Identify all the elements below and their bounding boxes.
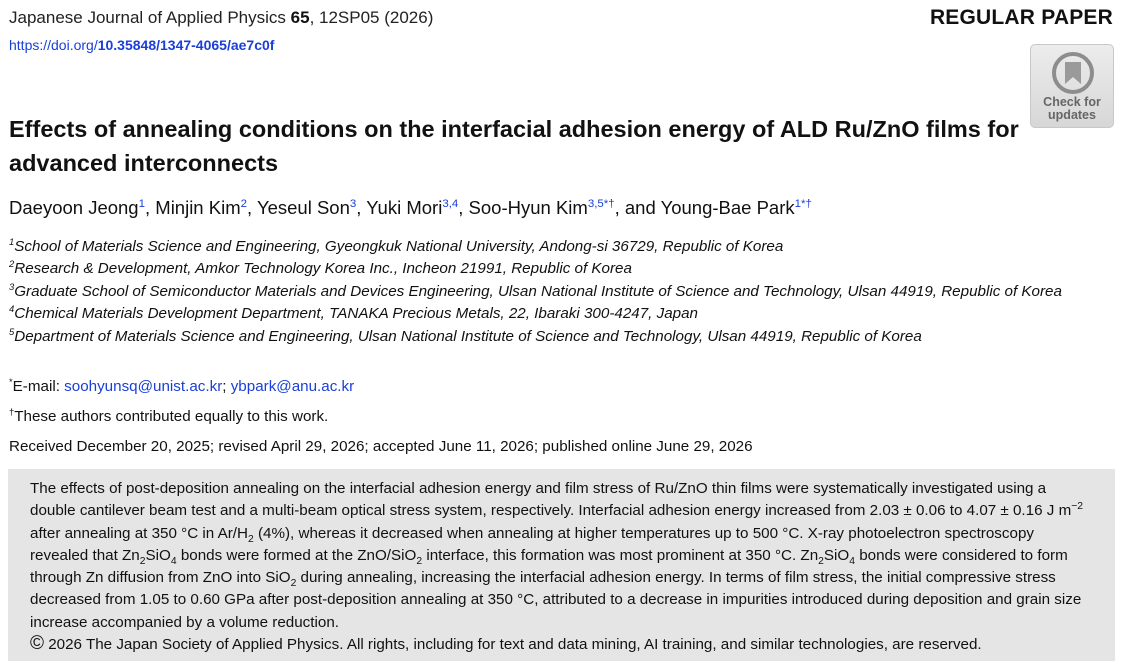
author-name: Minjin Kim <box>155 197 241 218</box>
affiliation-text: Graduate School of Semiconductor Materials and Devices Engineering, Ulsan National Institute of Science and Technology, Ulsan 44919, Republic of Korea <box>14 282 1062 300</box>
doi-link[interactable] <box>9 37 274 53</box>
abstract-segment: The effects of post-deposition annealing on the interfacial adhesion energy and film stress of Ru/ZnO thin films were systematically investigated using a double cantilever beam test and a multi-beam optical stress system, respectively. Interfacial adhesion energy increased from 2.03 ± 0.06 to 4.07 ± 0.16 J m <box>30 480 1072 520</box>
copyright-text: 2026 The Japan Society of Applied Physics. All rights, including for text and data mining, AI training, and similar technologies, are reserved. <box>44 636 982 654</box>
affiliation-text: Chemical Materials Development Department, TANAKA Precious Metals, 22, Ibaraki 300-4247, Japan <box>14 305 698 323</box>
publication-dates: Received December 20, 2025; revised April 29, 2026; accepted June 11, 2026; published online June 29, 2026 <box>9 438 753 455</box>
abstract-segment: SiO <box>823 546 850 564</box>
article-number: , 12SP05 (2026) <box>309 8 434 27</box>
equal-contribution-note <box>9 405 329 425</box>
abstract-box <box>8 469 1115 661</box>
affiliation-4 <box>9 303 1117 325</box>
abstract-segment: bonds were formed at the ZnO/SiO <box>176 546 417 564</box>
affiliation-2 <box>9 258 1117 280</box>
author-affiliation-ref: 1 <box>138 197 145 210</box>
paper-title: Effects of annealing conditions on the interfacial adhesion energy of ALD Ru/ZnO films for advanced interconnects <box>9 116 1019 176</box>
paper-type-label: REGULAR PAPER <box>929 6 1113 29</box>
abstract-segment: (4%), whereas it decreased when annealing at higher temperatures up to 500 °C. X-ray photoelectron spectroscopy revealed that Zn <box>30 524 1034 564</box>
affiliation-text: School of Materials Science and Engineering, Gyeongkuk National University, Andong-si 36729, Republic of Korea <box>14 238 784 255</box>
abstract-segment: 2 <box>248 533 254 545</box>
email-link-1[interactable]: soohyunsq@unist.ac.kr <box>64 378 223 395</box>
email-separator: ; <box>222 378 231 395</box>
affiliation-5 <box>9 326 1117 348</box>
abstract-segment: 4 <box>170 555 177 567</box>
affiliation-number: 2 <box>9 258 15 270</box>
journal-citation <box>9 8 433 28</box>
affiliation-number: 4 <box>9 303 15 315</box>
abstract-segment: SiO <box>145 546 171 564</box>
email-line <box>9 375 355 395</box>
affiliation-3 <box>9 281 1117 303</box>
email-link-2[interactable]: ybpark@anu.ac.kr <box>230 378 355 395</box>
check-for-updates-label: Check for updates <box>1043 95 1101 122</box>
abstract-segment: 2 <box>290 578 297 590</box>
copyright-line <box>30 634 1095 656</box>
abstract-segment: bonds were considered to form through Zn diffusion from ZnO into SiO <box>30 546 1068 587</box>
author-separator: , <box>145 197 156 218</box>
author-name: Daeyoon Jeong <box>9 197 139 218</box>
affiliation-text: Research & Development, Amkor Technology Korea Inc., Incheon 21991, Republic of Korea <box>14 260 632 278</box>
author-separator: , <box>458 197 469 218</box>
affiliation-number: 5 <box>9 325 15 337</box>
abstract-segment: 2 <box>416 555 423 567</box>
author-separator: , <box>247 197 257 218</box>
author-name: Young-Bae Park <box>660 197 795 218</box>
author-affiliation-ref: 3,4 <box>442 197 459 210</box>
email-label: E-mail: <box>12 378 65 395</box>
affiliation-number: 3 <box>9 280 15 292</box>
corresponding-mark: * <box>9 375 13 387</box>
equal-contribution-text: These authors contributed equally to this work. <box>14 408 329 425</box>
dagger-mark: † <box>9 405 15 417</box>
author-affiliation-ref: 3,5*† <box>587 197 615 210</box>
doi-prefix: https://doi.org/ <box>9 37 98 53</box>
abstract-segment: 2 <box>139 555 146 567</box>
author-separator: , and <box>614 197 661 218</box>
abstract-segment: after annealing at 350 °C in Ar/H <box>30 524 248 542</box>
author-name: Yuki Mori <box>366 197 443 218</box>
author-affiliation-ref: 3 <box>349 197 357 210</box>
abstract-segment: during annealing, increasing the interfacial adhesion energy. In terms of film stress, the initial compressive stress decreased from 1.05 to 0.60 GPa after post-deposition annealing at 350 °C, attributed to a decrease in impurities introduced during deposition and grain size increase accompanied by a volume reduction. <box>30 569 1082 631</box>
abstract-text <box>30 478 1095 634</box>
affiliation-number: 1 <box>9 235 15 247</box>
affiliation-1 <box>9 236 1117 258</box>
abstract-segment: −2 <box>1071 501 1084 513</box>
abstract-segment: 2 <box>818 555 824 567</box>
author-affiliation-ref: 1*† <box>794 197 812 210</box>
author-affiliation-ref: 2 <box>240 197 247 210</box>
doi-id: 10.35848/1347-4065/ae7c0f <box>97 37 275 53</box>
bookmark-icon <box>1051 51 1095 95</box>
copyright-icon: © <box>30 633 44 655</box>
abstract-segment: interface, this formation was most prominent at 350 °C. Zn <box>422 546 819 564</box>
journal-volume: 65 <box>290 8 310 27</box>
author-name: Yeseul Son <box>256 197 350 218</box>
affiliation-list <box>9 236 1117 348</box>
affiliation-text: Department of Materials Science and Engineering, Ulsan National Institute of Science and Technology, Ulsan 44919, Republic of Korea <box>14 327 922 345</box>
abstract-segment: 4 <box>849 555 855 567</box>
journal-name: Japanese Journal of Applied Physics <box>9 8 286 27</box>
author-list <box>9 197 812 219</box>
check-for-updates-button[interactable] <box>1030 44 1114 128</box>
author-separator: , <box>356 197 367 218</box>
author-name: Soo-Hyun Kim <box>468 197 588 218</box>
